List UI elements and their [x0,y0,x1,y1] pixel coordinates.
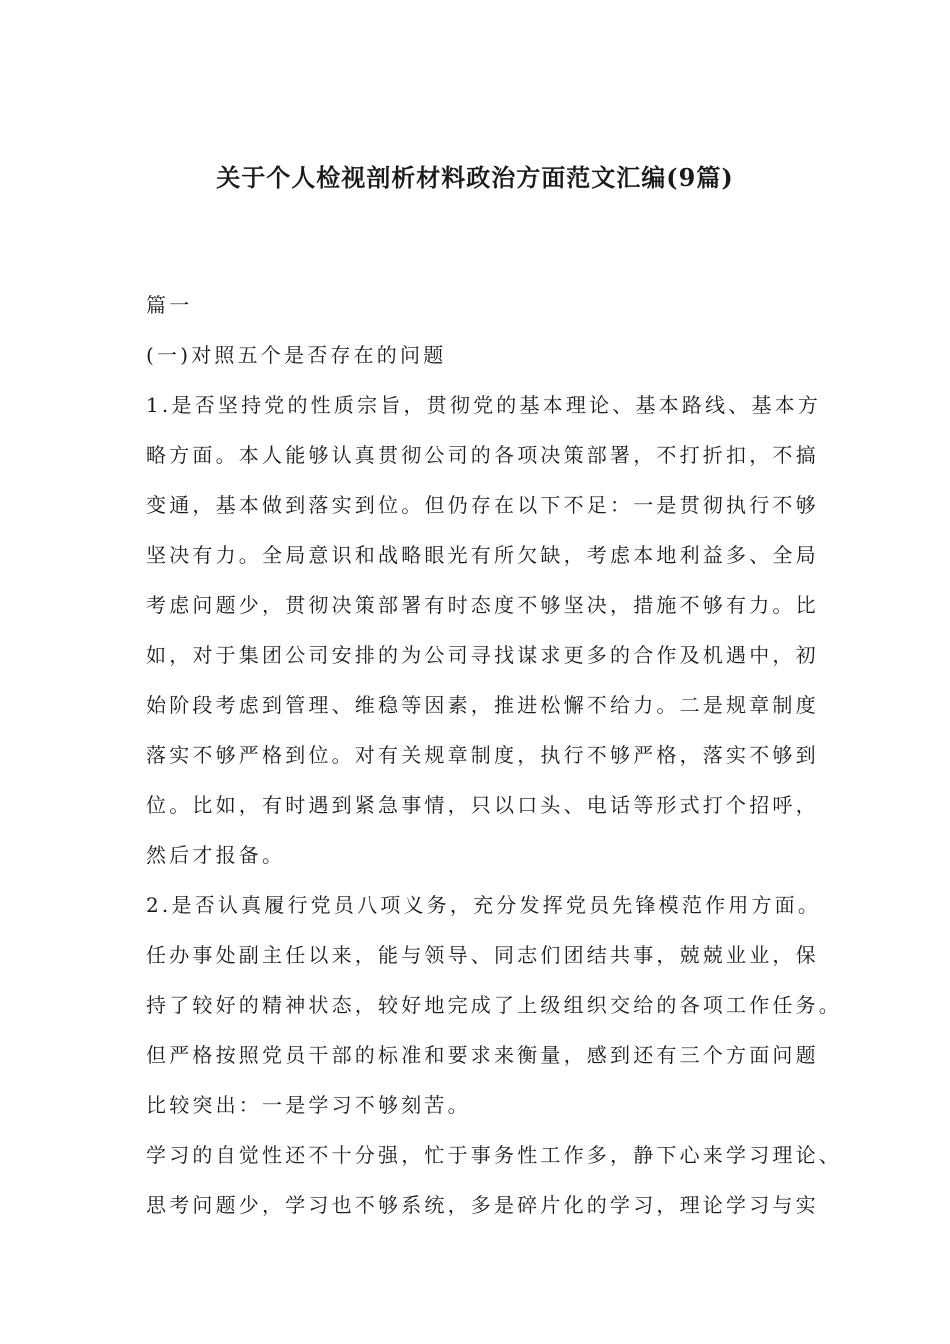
paragraph-line: 位。比如，有时遇到紧急事情，只以口头、电话等形式打个招呼， [146,793,819,817]
paragraph-line: 比较突出：一是学习不够刻苦。 [146,1093,471,1117]
paragraph-line: 始阶段考虑到管理、维稳等因素，推进松懈不给力。二是规章制度 [146,693,819,717]
paragraph-line: 如，对于集团公司安排的为公司寻找谋求更多的合作及机遇中，初 [146,643,819,667]
paragraph-line: 变通，基本做到落实到位。但仍存在以下不足：一是贯彻执行不够 [146,493,819,517]
paragraph-line: 落实不够严格到位。对有关规章制度，执行不够严格，落实不够到 [146,743,819,767]
paragraph-line: 任办事处副主任以来，能与领导、同志们团结共事，兢兢业业，保 [146,943,819,967]
paragraph-line: 2.是否认真履行党员八项义务，充分发挥党员先锋模范作用方面。 [146,893,822,917]
document-body [146,280,842,1230]
paragraph-line: 1.是否坚持党的性质宗旨，贯彻党的基本理论、基本路线、基本方 [146,393,822,417]
paragraph-line: 持了较好的精神状态，较好地完成了上级组织交给的各项工作任务。 [146,993,842,1017]
paragraph-line: 思考问题少，学习也不够系统，多是碎片化的学习，理论学习与实 [146,1193,819,1217]
paragraph-line: 学习的自觉性还不十分强，忙于事务性工作多，静下心来学习理论、 [146,1143,842,1167]
document-title: 关于个人检视剖析材料政治方面范文汇编(9篇) [216,163,734,192]
paragraph-line: 略方面。本人能够认真贯彻公司的各项决策部署，不打折扣，不搞 [146,443,819,467]
section-heading-part-one: 篇一 [146,293,193,317]
paragraph-line: 考虑问题少，贯彻决策部署有时态度不够坚决，措施不够有力。比 [146,593,819,617]
paragraph-line: 然后才报备。 [146,843,286,867]
paragraph-line: 坚决有力。全局意识和战略眼光有所欠缺，考虑本地利益多、全局 [146,543,819,567]
paragraph-line: 但严格按照党员干部的标准和要求来衡量，感到还有三个方面问题 [146,1043,819,1067]
subsection-heading: (一)对照五个是否存在的问题 [146,343,447,367]
